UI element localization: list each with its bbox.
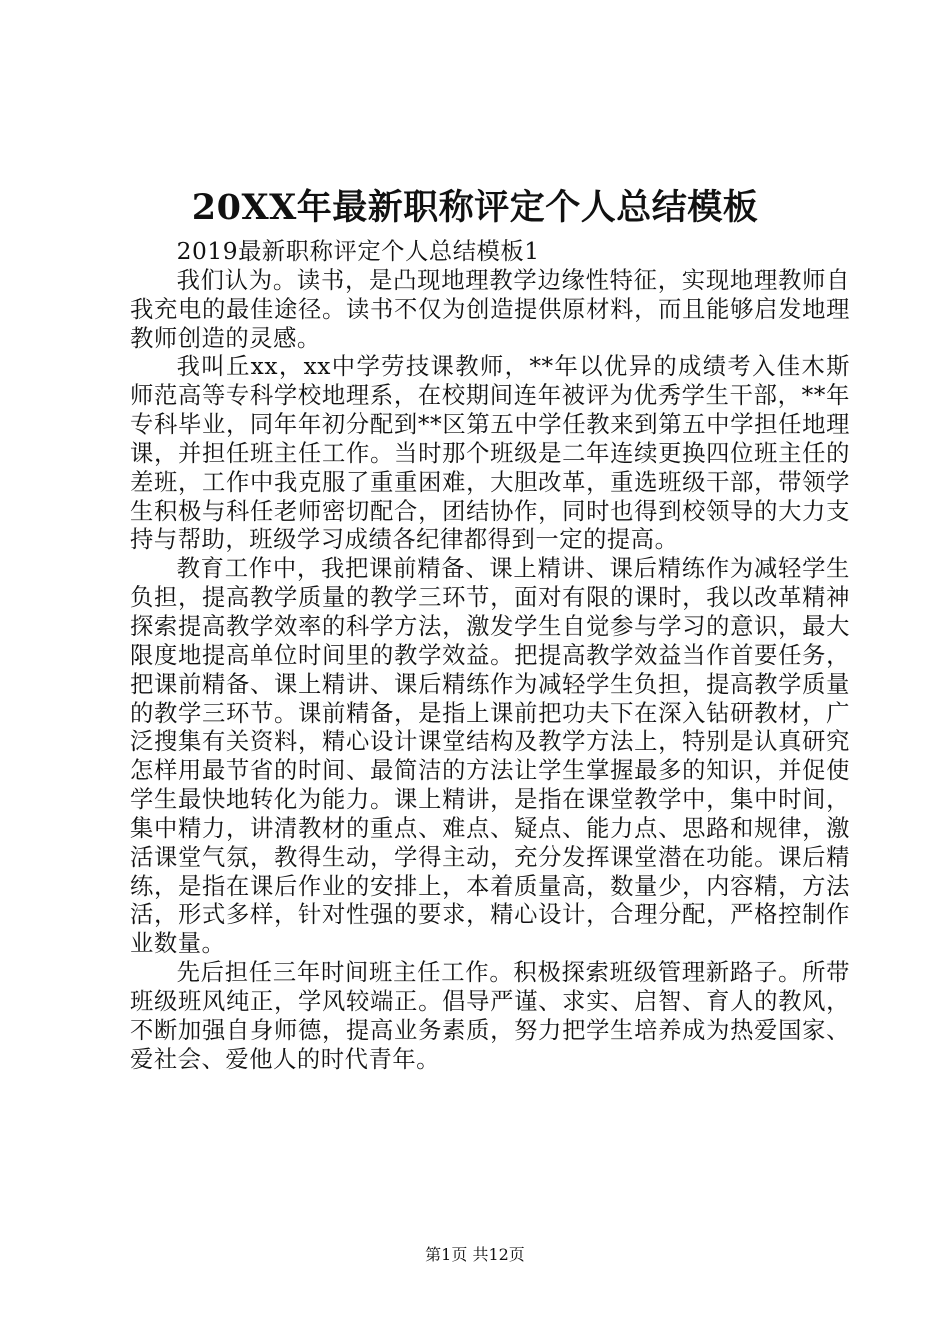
paragraph-2: 我叫丘xx，xx中学劳技课教师，**年以优异的成绩考入佳木斯师范高等专科学校地理系，在校期间连年被评为优秀学生干部，**年专科毕业，同年年初分配到**区第五中学任教来到第五中学担任地理课，并担任班主任工作。当时那个班级是二年连续更换四位班主任的差班，工作中我克服了重重困难，大胆改革，重选班级干部，带领学生积极与科任老师密切配合，团结协作，同时也得到校领导的大力支持与帮助，班级学习成绩各纪律都得到一定的提高。 bbox=[130, 353, 850, 554]
page-number-footer: 第1页 共12页 bbox=[425, 1245, 525, 1264]
document-body bbox=[130, 238, 850, 1074]
subtitle-line: 2019最新职称评定个人总结模板1 bbox=[176, 238, 540, 265]
paragraph-4: 先后担任三年时间班主任工作。积极探索班级管理新路子。所带班级班风纯正，学风较端正。倡导严谨、求实、启智、育人的教风，不断加强自身师德，提高业务素质，努力把学生培养成为热爱国家、爱社会、爱他人的时代青年。 bbox=[130, 959, 850, 1073]
paragraph-3: 教育工作中，我把课前精备、课上精讲、课后精练作为减轻学生负担，提高教学质量的教学三环节，面对有限的课时，我以改革精神探索提高教学效率的科学方法，激发学生自觉参与学习的意识，最大限度地提高单位时间里的教学效益。把提高教学效益当作首要任务，把课前精备、课上精讲、课后精练作为减轻学生负担，提高教学质量的教学三环节。课前精备，是指上课前把功夫下在深入钻研教材，广泛搜集有关资料，精心设计课堂结构及教学方法上，特别是认真研究怎样用最节省的时间、最简洁的方法让学生掌握最多的知识，并促使学生最快地转化为能力。课上精讲，是指在课堂教学中，集中时间，集中精力，讲清教材的重点、难点、疑点、能力点、思路和规律，激活课堂气氛，教得生动，学得主动，充分发挥课堂潜在功能。课后精练，是指在课后作业的安排上，本着质量高，数量少，内容精，方法活，形式多样，针对性强的要求，精心设计，合理分配，严格控制作业数量。 bbox=[130, 555, 850, 958]
document-title: 20XX年最新职称评定个人总结模板 bbox=[191, 187, 759, 228]
paragraph-1: 我们认为。读书，是凸现地理教学边缘性特征，实现地理教师自我充电的最佳途径。读书不仅为创造提供原材料，而且能够启发地理教师创造的灵感。 bbox=[130, 266, 850, 352]
